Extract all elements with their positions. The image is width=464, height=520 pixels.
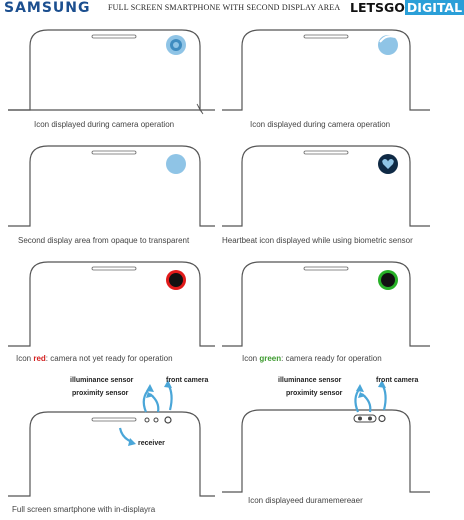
panel-4 <box>220 138 440 268</box>
proximity-sensor-label: proximity sensor <box>72 390 129 397</box>
caption-part: Icon <box>242 354 260 363</box>
sensor-cluster <box>145 417 171 423</box>
panel-caption: Icon displayed during camera operation <box>250 120 391 129</box>
speaker-grille <box>92 35 136 38</box>
speaker-grille <box>92 151 136 154</box>
speaker-grille <box>304 35 348 38</box>
panel-caption: Full screen smartphone with in-displayra <box>12 505 156 514</box>
heart-icon <box>378 154 398 174</box>
red-ring-icon <box>166 270 186 290</box>
header <box>0 0 463 18</box>
front-camera-label: front camera <box>376 377 419 384</box>
panel-3 <box>0 138 220 268</box>
speaker-grille <box>304 267 348 270</box>
transparent-circle-icon <box>166 154 186 174</box>
site-logo <box>350 0 464 15</box>
caption-status-green: green <box>259 354 282 363</box>
illuminance-sensor-label: illuminance sensor <box>70 377 134 384</box>
logo-accent: DIGITAL <box>406 0 463 15</box>
caption-status-red: red <box>33 354 46 363</box>
green-ring-icon <box>378 270 398 290</box>
panel-2 <box>220 18 440 148</box>
front-camera-label: front camera <box>166 377 209 384</box>
phone-drawing <box>220 138 440 268</box>
speaker-grille <box>92 418 136 421</box>
receiver-label: receiver <box>138 440 165 447</box>
page-title: FULL SCREEN SMARTPHONE WITH SECOND DISPLAY AREA <box>108 3 341 12</box>
lens-highlight-icon <box>378 35 398 55</box>
speaker-grille <box>92 267 136 270</box>
panel-caption <box>16 354 173 363</box>
speaker-grille <box>304 151 348 154</box>
phone-drawing <box>220 258 440 388</box>
caption-part: : camera not yet ready for operation <box>45 354 173 363</box>
panel-1 <box>0 18 220 148</box>
panel-caption: Icon displayeed duramemereaer <box>248 496 363 505</box>
phone-drawing <box>0 258 220 388</box>
pill-sensor <box>354 415 385 422</box>
caption-part: : camera ready for operation <box>281 354 382 363</box>
panel-caption: Heartbeat icon displayed while using biometric sensor <box>222 236 413 245</box>
panel-caption <box>242 354 382 363</box>
panel-5 <box>0 258 220 388</box>
panel-7 <box>0 372 220 520</box>
caption-part: Icon <box>16 354 34 363</box>
logo-main: LETSGO <box>350 0 405 15</box>
brand-logo: SAMSUNG <box>4 0 91 16</box>
proximity-sensor-label: proximity sensor <box>286 390 343 397</box>
panel-6 <box>220 258 440 388</box>
panel-caption: Second display area from opaque to transparent <box>18 236 190 245</box>
camera-lens-icon <box>166 35 186 55</box>
panel-8 <box>220 372 440 520</box>
illuminance-sensor-label: illuminance sensor <box>278 377 342 384</box>
panel-caption: Icon displayed during camera operation <box>34 120 175 129</box>
phone-drawing <box>0 138 220 268</box>
